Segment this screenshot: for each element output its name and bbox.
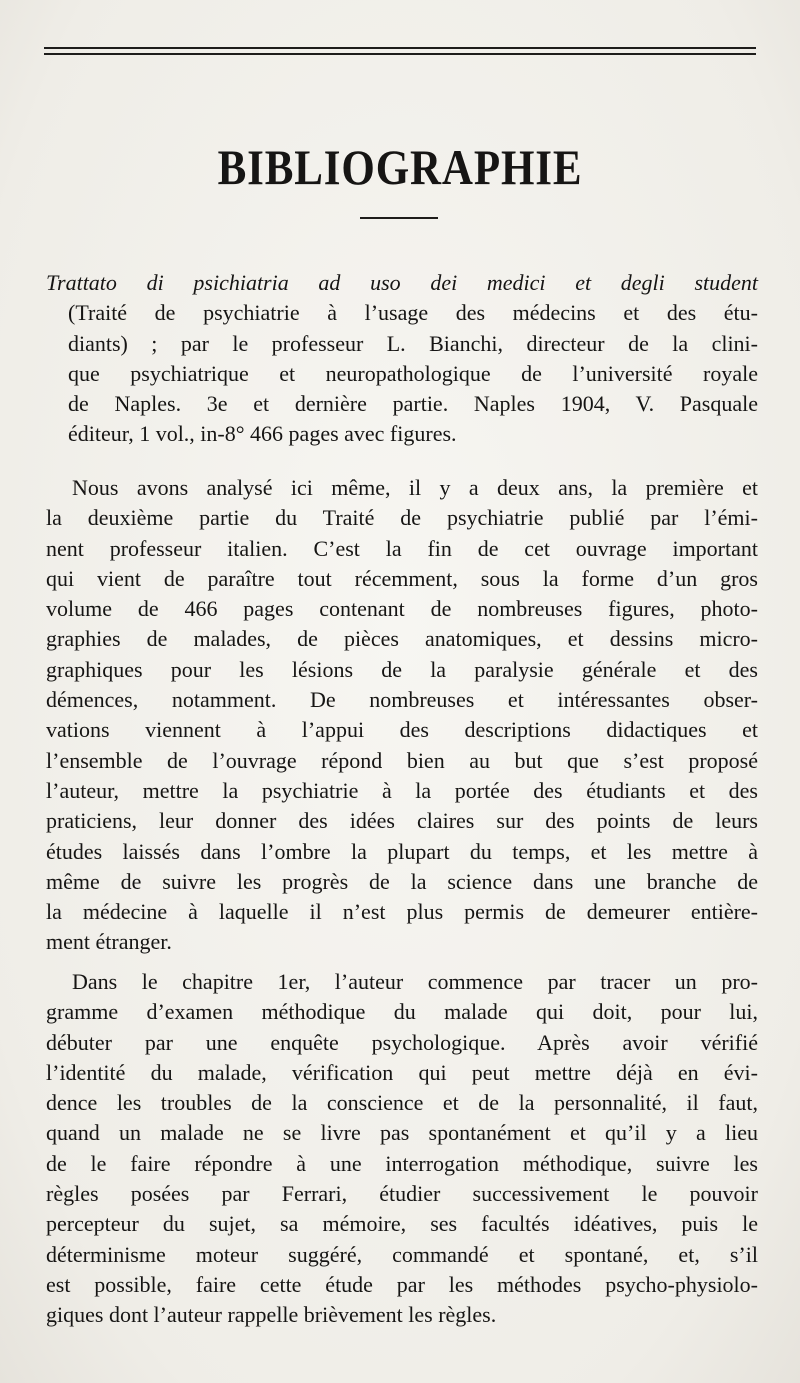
paragraph-line: qui vient de paraître tout récemment, sous la forme d’un gros [46,565,758,591]
paragraph-line: démences, notamment. De nombreuses et intéressantes obser- [46,687,758,713]
paragraph-line: nent professeur italien. C’est la fin de cet ouvrage important [46,535,758,561]
paragraph-line: dence les troubles de la conscience et de la personnalité, il faut, [46,1090,758,1116]
reference-line: éditeur, 1 vol., in-8° 466 pages avec figures. [68,421,457,447]
paragraph-line: déterminisme moteur suggéré, commandé et spontané, et, s’il [46,1241,758,1267]
paragraph-line: la médecine à laquelle il n’est plus permis de demeurer entière- [46,899,758,925]
paragraph-line: l’ensemble de l’ouvrage répond bien au but que s’est proposé [46,747,758,773]
paragraph-line: Nous avons analysé ici même, il y a deux ans, la première et [72,475,758,500]
paragraph-line: gramme d’examen méthodique du malade qui doit, pour lui, [46,999,758,1025]
paragraph-line: quand un malade ne se livre pas spontanément et qu’il y a lieu [46,1120,758,1146]
reference-line: Trattato di psichiatria ad uso dei medici et degli student [46,270,758,295]
paragraph-line: praticiens, leur donner des idées claires sur des points de leurs [46,808,758,834]
paragraph-line: l’identité du malade, vérification qui peut mettre déjà en évi- [46,1059,758,1085]
reference-line: (Traité de psychiatrie à l’usage des médecins et des étu- [68,300,758,326]
paragraph-line: percepteur du sujet, sa mémoire, ses facultés idéatives, puis le [46,1211,758,1237]
paragraph-line: Dans le chapitre 1er, l’auteur commence par tracer un pro- [72,969,758,994]
paragraph-line: études laissés dans l’ombre la plupart du temps, et les mettre à [46,838,758,864]
paragraph-line: de le faire répondre à une interrogation méthodique, suivre les [46,1150,758,1176]
paragraph-line: vations viennent à l’appui des descriptions didactiques et [46,717,758,743]
paragraph-line: même de suivre les progrès de la science dans une branche de [46,868,758,894]
paragraph-line: volume de 466 pages contenant de nombreuses figures, photo- [46,596,758,622]
reference-line: de Naples. 3e et dernière partie. Naples 1904, V. Pasquale [68,391,758,417]
section-title: BIBLIOGRAPHIE [217,139,583,195]
paragraph-line: règles posées par Ferrari, étudier successivement le pouvoir [46,1181,758,1207]
bibliographic-reference [46,268,758,450]
paragraph-line: l’auteur, mettre la psychiatrie à la portée des étudiants et des [46,777,758,803]
title-underline [360,217,438,219]
paragraph-2 [46,967,758,1331]
paragraph-1 [46,473,758,958]
header-rule-bottom [44,53,756,55]
header-rule-top [44,47,756,49]
reference-line: que psychiatrique et neuropathologique de l’université royale [68,360,758,386]
paragraph-line: graphiques pour les lésions de la paralysie générale et des [46,656,758,682]
paragraph-line: graphies de malades, de pièces anatomiques, et dessins micro- [46,626,758,652]
paragraph-line: giques dont l’auteur rappelle brièvement les règles. [46,1302,497,1328]
reference-line: diants) ; par le professeur L. Bianchi, directeur de la clini- [68,330,758,356]
paragraph-line: la deuxième partie du Traité de psychiatrie publié par l’émi- [46,505,758,531]
paragraph-line: ment étranger. [46,929,172,955]
paragraph-line: débuter par une enquête psychologique. Après avoir vérifié [46,1029,758,1055]
paragraph-line: est possible, faire cette étude par les méthodes psycho-physiolo- [46,1271,758,1297]
